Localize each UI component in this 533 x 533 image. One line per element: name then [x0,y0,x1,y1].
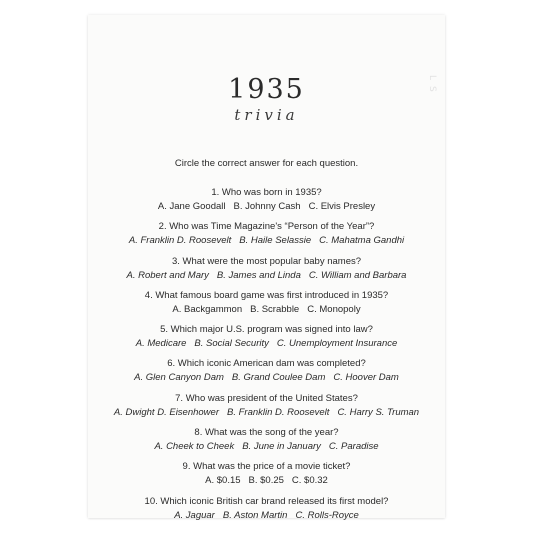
answer-option[interactable]: B. Aston Martin [222,509,288,521]
question-text: 6. Which iconic American dam was completed? [167,358,366,370]
answer-options [88,269,445,283]
answer-options [88,337,445,351]
question-item [88,425,445,459]
answer-options [88,440,445,454]
answer-option[interactable]: A. Cheek to Cheek [154,441,235,453]
answer-options [88,234,445,248]
answer-option[interactable]: B. Social Security [194,338,269,350]
question-text: 7. Who was president of the United States? [175,392,358,404]
question-item [88,288,445,322]
question-item [88,254,445,288]
question-text: 4. What famous board game was first introduced in 1935? [144,289,389,301]
answer-option[interactable]: C. Unemployment Insurance [276,338,398,350]
question-item [88,356,445,390]
question-text: 10. Which iconic British car brand released its first model? [144,495,389,507]
answer-option[interactable]: C. Monopoly [307,303,361,315]
answer-option[interactable]: C. William and Barbara [308,269,407,281]
answer-option[interactable]: A. Jane Goodall [157,201,226,212]
answer-options [88,474,445,488]
answer-option[interactable]: C. Harry S. Truman [337,406,420,418]
answer-option[interactable]: A. Dwight D. Eisenhower [113,406,219,418]
answer-option[interactable]: C. $0.32 [291,475,328,487]
question-text: 9. What was the price of a movie ticket? [182,461,351,473]
question-text: 3. What were the most popular baby names? [171,255,362,267]
question-text: 5. Which major U.S. program was signed into law? [160,324,373,336]
question-text: 8. What was the song of the year? [194,427,339,439]
answer-option[interactable]: A. Backgammon [172,303,243,315]
title-trivia-script: trivia [234,106,299,124]
answer-option[interactable]: A. $0.15 [205,475,241,487]
answer-options [88,406,445,420]
answer-option[interactable]: C. Hoover Dam [333,372,399,384]
answer-options [88,509,445,523]
answer-option[interactable]: C. Rolls-Royce [295,509,359,521]
answer-option[interactable]: B. June in January [242,441,321,453]
answer-option[interactable]: C. Mahatma Gandhi [319,235,405,247]
question-list [88,185,445,528]
question-item [88,219,445,253]
answer-option[interactable]: B. $0.25 [248,475,284,487]
question-item [88,494,445,528]
watermark: LS [427,75,437,98]
answer-option[interactable]: B. Franklin D. Roosevelt [227,406,330,418]
question-item [88,185,445,219]
trivia-card [88,15,445,521]
answer-options [88,371,445,385]
answer-option[interactable]: A. Franklin D. Roosevelt [128,235,232,247]
title-year: 1935 [228,74,305,105]
answer-options [88,200,445,214]
answer-option[interactable]: B. Johnny Cash [233,201,301,212]
question-item [88,322,445,356]
answer-options [88,303,445,317]
question-item [88,391,445,425]
question-item [88,459,445,493]
answer-option[interactable]: C. Elvis Presley [308,201,376,212]
answer-option[interactable]: B. Haile Selassie [239,235,312,247]
answer-option[interactable]: C. Paradise [328,441,379,453]
answer-option[interactable]: A. Glen Canyon Dam [134,372,224,384]
answer-option[interactable]: A. Jaguar [174,509,215,521]
question-text: 2. Who was Time Magazine's “Person of the Year”? [158,221,375,233]
answer-option[interactable]: A. Medicare [135,338,187,350]
instruction-text: Circle the correct answer for each question. [174,158,359,169]
answer-option[interactable]: B. Grand Coulee Dam [231,372,326,384]
answer-option[interactable]: B. Scrabble [250,303,300,315]
question-text: 1. Who was born in 1935? [211,187,322,198]
answer-option[interactable]: B. James and Linda [216,269,301,281]
answer-option[interactable]: A. Robert and Mary [126,269,209,281]
